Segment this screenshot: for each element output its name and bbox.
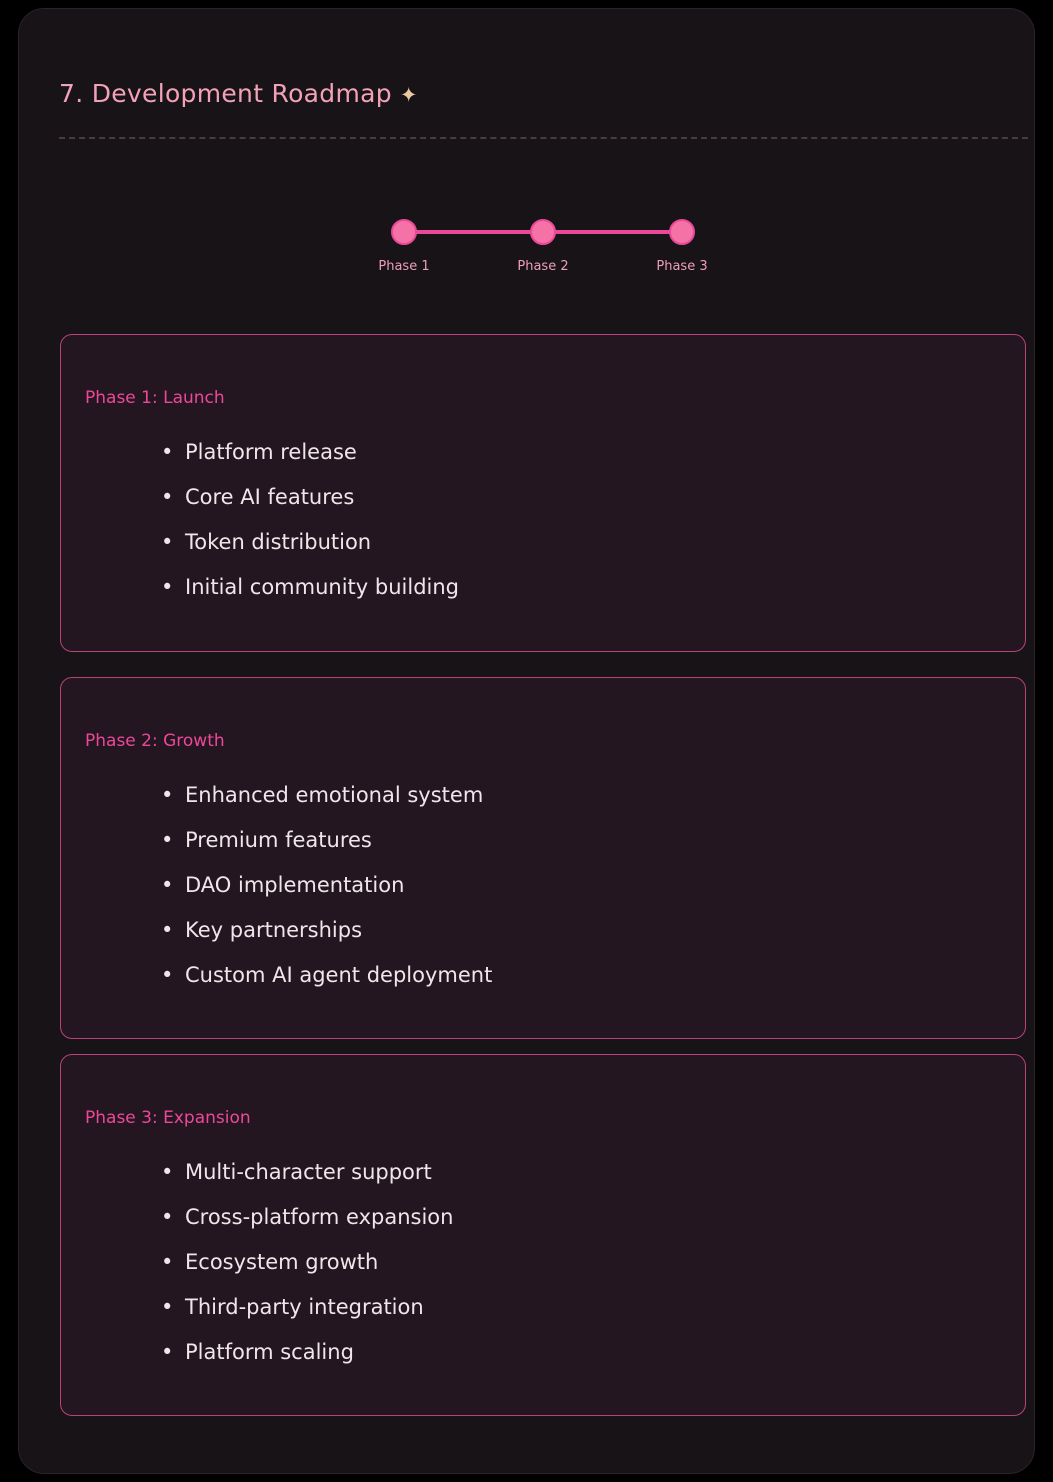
phase-item-list [157,1150,995,1375]
list-item: • Initial community building [157,565,995,610]
list-item: • Token distribution [157,520,995,565]
phase-timeline [374,214,714,294]
title-divider [59,137,1028,139]
phase-card-2 [60,677,1026,1039]
list-item: • Custom AI agent deployment [157,953,995,998]
list-item: • Premium features [157,818,995,863]
list-item: • Key partnerships [157,908,995,953]
phase-card-title: Phase 3: Expansion [85,1108,251,1128]
timeline-label-1: Phase 1 [378,259,430,274]
sparkle-icon: ✦ [399,83,418,107]
list-item: • Platform scaling [157,1330,995,1375]
page-title-text: 7. Development Roadmap [59,79,392,108]
page-title [59,79,418,108]
phase-card-3 [60,1054,1026,1416]
list-item: • DAO implementation [157,863,995,908]
phase-item-list [157,430,995,610]
list-item: • Third-party integration [157,1285,995,1330]
timeline-label-3: Phase 3 [656,259,708,274]
timeline-node-3[interactable] [669,219,695,245]
timeline-node-1[interactable] [391,219,417,245]
list-item: • Ecosystem growth [157,1240,995,1285]
timeline-node-2[interactable] [530,219,556,245]
roadmap-page [18,8,1035,1474]
phase-card-title: Phase 2: Growth [85,731,225,751]
timeline-label-2: Phase 2 [517,259,569,274]
phase-item-list [157,773,995,998]
list-item: • Platform release [157,430,995,475]
list-item: • Cross-platform expansion [157,1195,995,1240]
phase-card-title: Phase 1: Launch [85,388,225,408]
list-item: • Core AI features [157,475,995,520]
list-item: • Enhanced emotional system [157,773,995,818]
phase-card-1 [60,334,1026,652]
list-item: • Multi-character support [157,1150,995,1195]
